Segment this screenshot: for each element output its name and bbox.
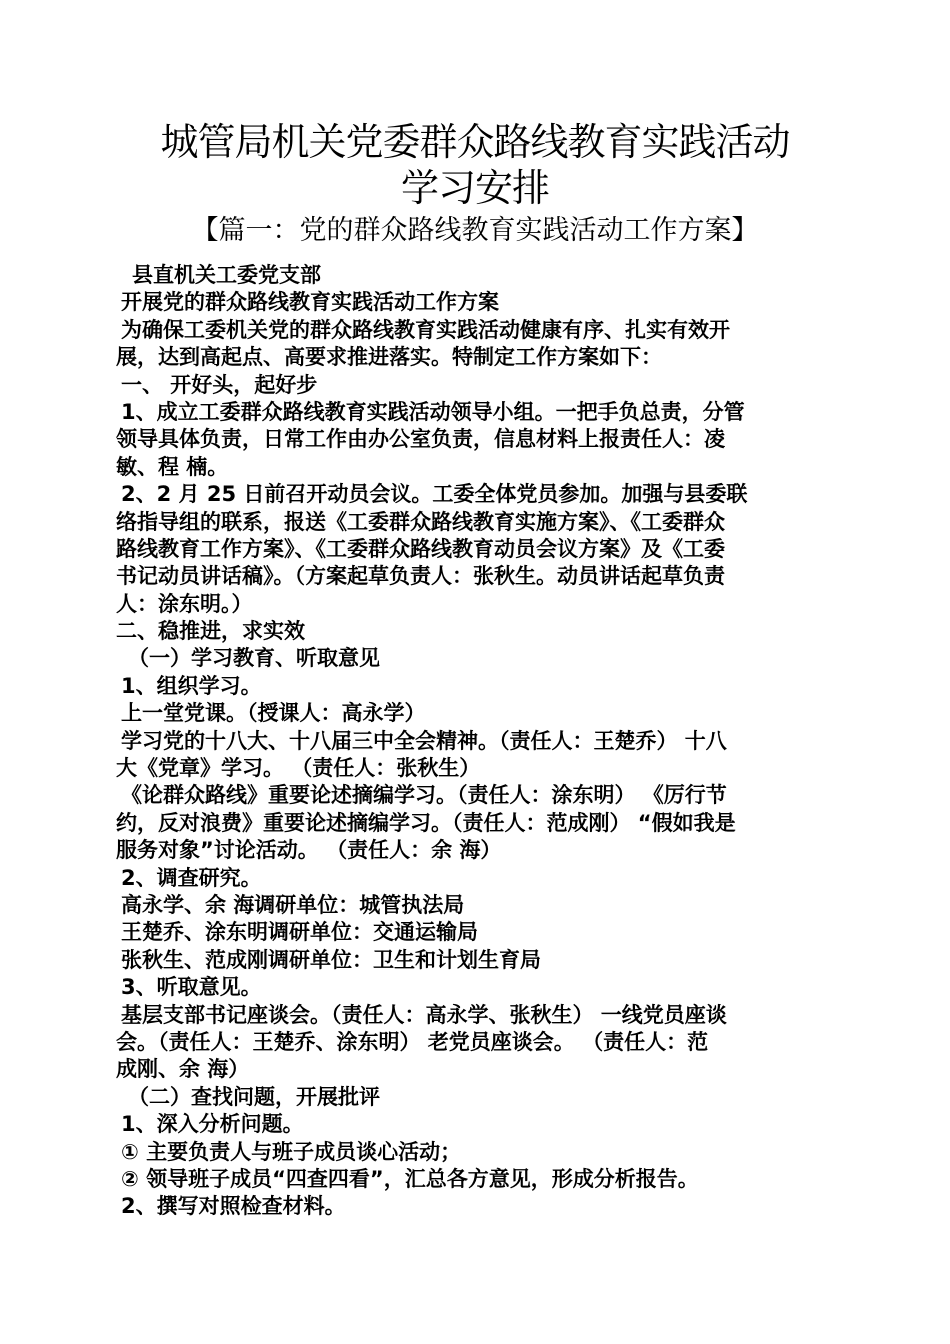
body-line: 张秋生、范成刚调研单位：卫生和计划生育局 xyxy=(121,947,541,972)
body-line: 领导具体负责，日常工作由办公室负责，信息材料上报责任人：凌 xyxy=(116,427,725,452)
body-line: 书记动员讲话稿》。（方案起草负责人：张秋生。动员讲话起草负责 xyxy=(116,564,725,589)
body-line: 2、2 月 25 日前召开动员会议。工委全体党员参加。加强与县委联 xyxy=(121,482,748,507)
body-line: （二）查找问题，开展批评 xyxy=(128,1084,380,1109)
body-line: 络指导组的联系，报送《工委群众路线教育实施方案》、《工委群众 xyxy=(116,509,725,534)
body-line: 成刚、余 海） xyxy=(116,1057,250,1082)
body-line: （一）学习教育、听取意见 xyxy=(128,646,380,671)
body-line: 一、 开好头，起好步 xyxy=(121,372,318,397)
body-line: 约，反对浪费》重要论述摘编学习。（责任人：范成刚） “假如我是 xyxy=(116,810,736,835)
body-line: 3、听取意见。 xyxy=(121,975,262,1000)
document-title-line-1: 城管局机关党委群众路线教育实践活动 xyxy=(160,120,790,164)
document-body xyxy=(116,262,836,1221)
body-line: 路线教育工作方案》、《工委群众路线教育动员会议方案》及《工委 xyxy=(116,536,725,561)
body-line: 敏、程 楠。 xyxy=(116,454,229,479)
body-line: 上一堂党课。（授课人：高永学） xyxy=(121,701,426,726)
document-title-line-2: 学习安排 xyxy=(400,166,549,210)
body-line: 基层支部书记座谈会。（责任人：高永学、张秋生） 一线党员座谈 xyxy=(121,1002,727,1027)
body-line: 县直机关工委党支部 xyxy=(132,263,321,287)
body-line: 会。（责任人：王楚乔、涂东明） 老党员座谈会。 （责任人：范 xyxy=(116,1029,709,1054)
body-line: 为确保工委机关党的群众路线教育实践活动健康有序、扎实有效开 xyxy=(121,317,730,342)
body-line: 王楚乔、涂东明调研单位：交通运输局 xyxy=(121,920,478,945)
body-line: 2、撰写对照检查材料。 xyxy=(121,1194,346,1219)
body-line: 1、组织学习。 xyxy=(121,673,262,698)
body-line: 1、深入分析问题。 xyxy=(121,1112,304,1137)
body-line: 二、稳推进，求实效 xyxy=(116,619,305,644)
body-line: 展，达到高起点、高要求推进落实。特制定工作方案如下： xyxy=(116,345,662,370)
document-subtitle: 【篇一：党的群众路线教育实践活动工作方案】 xyxy=(191,215,759,246)
body-line: 1、成立工委群众路线教育实践活动领导小组。一把手负总责，分管 xyxy=(121,399,745,424)
body-line: 开展党的群众路线教育实践活动工作方案 xyxy=(121,290,499,315)
body-line: ① 主要负责人与班子成员谈心活动； xyxy=(121,1139,462,1164)
body-line: 《论群众路线》重要论述摘编学习。（责任人：涂东明） 《厉行节 xyxy=(121,783,727,808)
body-line: 高永学、余 海调研单位：城管执法局 xyxy=(121,892,465,917)
body-line: 大《党章》学习。 （责任人：张秋生） xyxy=(116,756,481,781)
body-line: 学习党的十八大、十八届三中全会精神。（责任人：王楚乔） 十八 xyxy=(121,728,727,753)
body-line: 服务对象”讨论活动。 （责任人：余 海） xyxy=(116,838,502,863)
body-line: 2、调查研究。 xyxy=(121,865,262,890)
body-line: ② 领导班子成员“四查四看”，汇总各方意见，形成分析报告。 xyxy=(121,1166,699,1191)
body-line: 人：涂东明。） xyxy=(116,591,253,616)
